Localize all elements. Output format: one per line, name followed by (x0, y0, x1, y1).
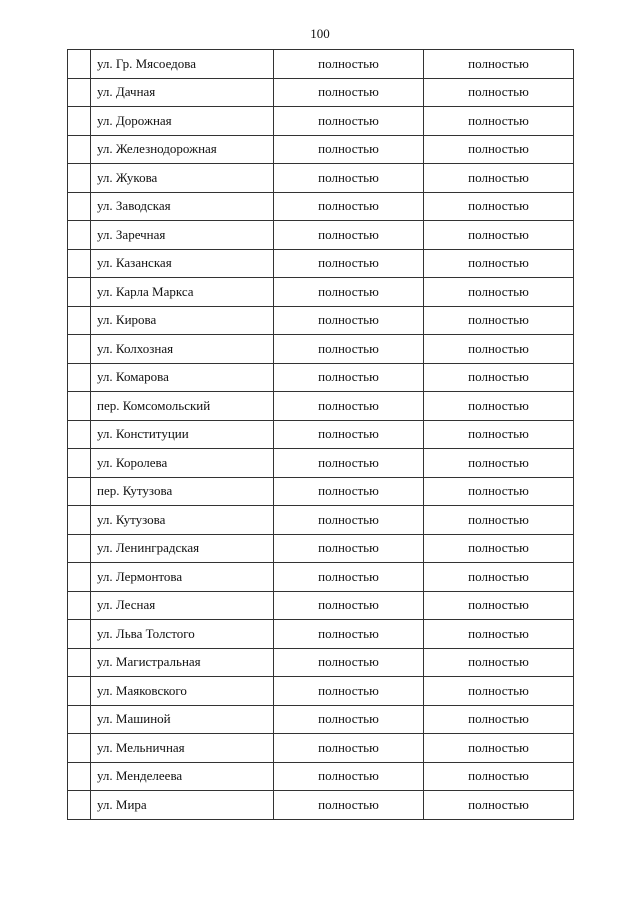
coverage-cell: полностью (424, 762, 574, 791)
table-row (68, 363, 574, 392)
street-name-cell: ул. Менделеева (91, 762, 274, 791)
coverage-cell: полностью (274, 563, 424, 592)
coverage-cell: полностью (274, 705, 424, 734)
street-name-cell: ул. Карла Маркса (91, 278, 274, 307)
row-blank-cell (68, 563, 91, 592)
table-row (68, 506, 574, 535)
coverage-cell: полностью (274, 221, 424, 250)
coverage-cell: полностью (274, 506, 424, 535)
row-blank-cell (68, 192, 91, 221)
street-name-cell: ул. Жукова (91, 164, 274, 193)
coverage-cell: полностью (274, 648, 424, 677)
row-blank-cell (68, 164, 91, 193)
row-blank-cell (68, 420, 91, 449)
table-row (68, 677, 574, 706)
row-blank-cell (68, 705, 91, 734)
row-blank-cell (68, 506, 91, 535)
table-row (68, 563, 574, 592)
coverage-cell: полностью (274, 677, 424, 706)
table-row (68, 591, 574, 620)
table-row (68, 249, 574, 278)
row-blank-cell (68, 306, 91, 335)
row-blank-cell (68, 791, 91, 820)
table-row (68, 705, 574, 734)
table-row (68, 620, 574, 649)
coverage-cell: полностью (424, 164, 574, 193)
table-row (68, 221, 574, 250)
coverage-cell: полностью (274, 591, 424, 620)
street-name-cell: ул. Дорожная (91, 107, 274, 136)
row-blank-cell (68, 534, 91, 563)
coverage-cell: полностью (424, 506, 574, 535)
coverage-cell: полностью (274, 791, 424, 820)
coverage-cell: полностью (424, 677, 574, 706)
coverage-cell: полностью (274, 135, 424, 164)
row-blank-cell (68, 449, 91, 478)
table-row (68, 392, 574, 421)
row-blank-cell (68, 278, 91, 307)
coverage-cell: полностью (274, 363, 424, 392)
street-name-cell: ул. Мельничная (91, 734, 274, 763)
table-row (68, 107, 574, 136)
street-name-cell: ул. Колхозная (91, 335, 274, 364)
table-row (68, 648, 574, 677)
coverage-cell: полностью (424, 449, 574, 478)
row-blank-cell (68, 392, 91, 421)
row-blank-cell (68, 221, 91, 250)
coverage-cell: полностью (274, 392, 424, 421)
coverage-cell: полностью (274, 335, 424, 364)
coverage-cell: полностью (424, 192, 574, 221)
table-row (68, 791, 574, 820)
street-name-cell: ул. Казанская (91, 249, 274, 278)
table-row (68, 534, 574, 563)
street-name-cell: ул. Кутузова (91, 506, 274, 535)
coverage-cell: полностью (424, 78, 574, 107)
coverage-cell: полностью (424, 734, 574, 763)
row-blank-cell (68, 734, 91, 763)
row-blank-cell (68, 591, 91, 620)
coverage-cell: полностью (274, 449, 424, 478)
coverage-cell: полностью (424, 534, 574, 563)
coverage-cell: полностью (274, 420, 424, 449)
street-name-cell: ул. Гр. Мясоедова (91, 50, 274, 79)
page-number: 100 (310, 26, 330, 41)
coverage-cell: полностью (274, 620, 424, 649)
table-row (68, 135, 574, 164)
street-name-cell: пер. Комсомольский (91, 392, 274, 421)
street-name-cell: ул. Кирова (91, 306, 274, 335)
coverage-cell: полностью (274, 107, 424, 136)
table-row (68, 192, 574, 221)
coverage-cell: полностью (274, 534, 424, 563)
row-blank-cell (68, 363, 91, 392)
coverage-cell: полностью (424, 335, 574, 364)
table-row (68, 449, 574, 478)
table-row (68, 734, 574, 763)
table-row (68, 50, 574, 79)
coverage-cell: полностью (424, 620, 574, 649)
row-blank-cell (68, 677, 91, 706)
coverage-cell: полностью (424, 363, 574, 392)
row-blank-cell (68, 335, 91, 364)
street-name-cell: ул. Дачная (91, 78, 274, 107)
street-name-cell: ул. Маяковского (91, 677, 274, 706)
row-blank-cell (68, 648, 91, 677)
street-name-cell: ул. Лесная (91, 591, 274, 620)
table-row (68, 164, 574, 193)
row-blank-cell (68, 135, 91, 164)
table-row (68, 306, 574, 335)
coverage-cell: полностью (274, 249, 424, 278)
coverage-cell: полностью (424, 477, 574, 506)
street-name-cell: ул. Королева (91, 449, 274, 478)
coverage-cell: полностью (424, 648, 574, 677)
table-row (68, 477, 574, 506)
coverage-cell: полностью (424, 306, 574, 335)
coverage-cell: полностью (424, 50, 574, 79)
coverage-cell: полностью (424, 107, 574, 136)
table-row (68, 762, 574, 791)
coverage-cell: полностью (274, 734, 424, 763)
row-blank-cell (68, 249, 91, 278)
coverage-cell: полностью (274, 306, 424, 335)
street-name-cell: ул. Льва Толстого (91, 620, 274, 649)
row-blank-cell (68, 762, 91, 791)
coverage-cell: полностью (424, 278, 574, 307)
street-name-cell: ул. Ленинградская (91, 534, 274, 563)
street-name-cell: ул. Машиной (91, 705, 274, 734)
coverage-cell: полностью (424, 705, 574, 734)
coverage-cell: полностью (274, 164, 424, 193)
row-blank-cell (68, 107, 91, 136)
street-name-cell: ул. Мира (91, 791, 274, 820)
coverage-cell: полностью (424, 591, 574, 620)
coverage-cell: полностью (274, 278, 424, 307)
street-name-cell: ул. Лермонтова (91, 563, 274, 592)
coverage-cell: полностью (274, 192, 424, 221)
street-name-cell: ул. Заречная (91, 221, 274, 250)
coverage-cell: полностью (424, 392, 574, 421)
table-row (68, 335, 574, 364)
coverage-cell: полностью (424, 420, 574, 449)
coverage-cell: полностью (424, 249, 574, 278)
row-blank-cell (68, 50, 91, 79)
table-body (68, 50, 574, 820)
coverage-cell: полностью (424, 791, 574, 820)
coverage-cell: полностью (274, 762, 424, 791)
coverage-cell: полностью (424, 135, 574, 164)
row-blank-cell (68, 620, 91, 649)
street-name-cell: ул. Конституции (91, 420, 274, 449)
row-blank-cell (68, 477, 91, 506)
coverage-cell: полностью (424, 563, 574, 592)
street-name-cell: ул. Магистральная (91, 648, 274, 677)
table-row (68, 78, 574, 107)
coverage-cell: полностью (274, 477, 424, 506)
streets-table (67, 49, 574, 820)
coverage-cell: полностью (274, 78, 424, 107)
street-name-cell: ул. Заводская (91, 192, 274, 221)
coverage-cell: полностью (274, 50, 424, 79)
row-blank-cell (68, 78, 91, 107)
table-row (68, 278, 574, 307)
coverage-cell: полностью (424, 221, 574, 250)
table-row (68, 420, 574, 449)
street-name-cell: пер. Кутузова (91, 477, 274, 506)
street-name-cell: ул. Комарова (91, 363, 274, 392)
street-name-cell: ул. Железнодорожная (91, 135, 274, 164)
